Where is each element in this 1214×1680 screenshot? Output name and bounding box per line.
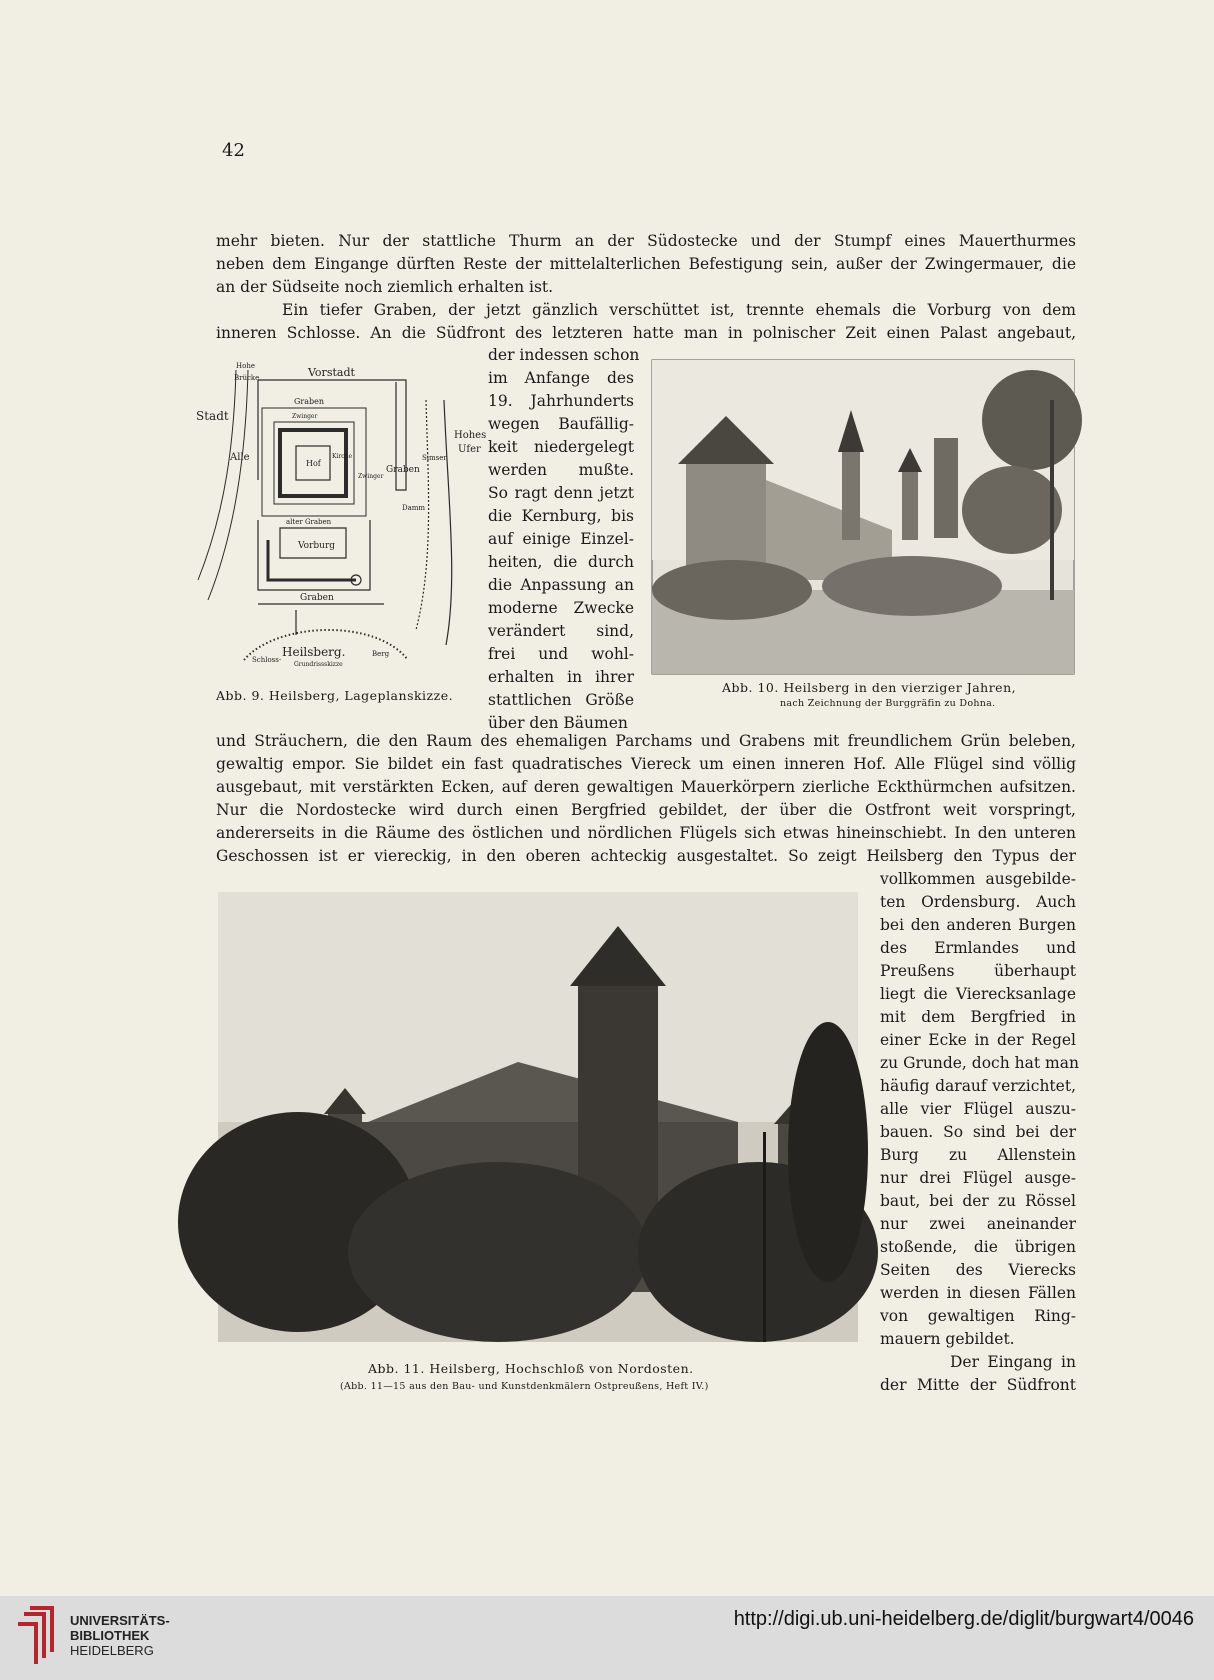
text-line: im Anfange des: [488, 369, 634, 387]
text-line: mit dem Bergfried in: [880, 1008, 1076, 1026]
plan-label: Graben: [300, 593, 334, 603]
figure-caption-source: nach Zeichnung der Burggräfin zu Dohna.: [780, 698, 996, 709]
library-logo-icon: [14, 1606, 60, 1666]
text-line: gewaltig empor. Sie bildet ein fast quadratisches Viereck um einen inneren Hof. Alle Flügel sind völlig: [216, 755, 1076, 773]
text-line: der Mitte der Südfront: [880, 1376, 1076, 1394]
text-line: Der Eingang in: [950, 1353, 1076, 1371]
text-line: mauern gebildet.: [880, 1330, 1015, 1348]
text-line: werden in diesen Fällen: [880, 1284, 1076, 1302]
plan-label: Simser: [422, 454, 447, 462]
text-line: über den Bäumen: [488, 714, 628, 732]
plan-label: Zwinger: [292, 413, 318, 420]
text-line: die Kernburg, bis: [488, 507, 634, 525]
text-line: einer Ecke in der Regel: [880, 1031, 1076, 1049]
plan-label: Alle: [230, 452, 250, 463]
text-line: zu Grunde, doch hat man: [880, 1054, 1079, 1072]
text-line: frei und wohl-: [488, 645, 634, 663]
text-line: auf einige Einzel-: [488, 530, 634, 548]
text-line: 19. Jahrhunderts: [488, 392, 634, 410]
text-line: verändert sind,: [488, 622, 634, 640]
plan-label: Zwinger: [358, 473, 384, 480]
plan-label: Hof: [306, 459, 321, 468]
plan-label: Stadt: [196, 409, 229, 423]
plan-label: Ufer: [458, 444, 481, 455]
text-line: ausgebaut, mit verstärkten Ecken, auf deren gewaltigen Mauerkörpern zierliche Eckthürmchen aufsitzen.: [216, 778, 1076, 796]
text-line: die Anpassung an: [488, 576, 634, 594]
text-line: und Sträuchern, die den Raum des ehemaligen Parchams und Grabens mit freundlichem Grün beleben,: [216, 732, 1076, 750]
text-line: heiten, die durch: [488, 553, 634, 571]
plan-label: Grundrissskizze: [294, 661, 343, 668]
text-line: stattlichen Größe: [488, 691, 634, 709]
text-line: stoßende, die übrigen: [880, 1238, 1076, 1256]
plan-label: Vorburg: [298, 541, 336, 551]
plan-label: Hohe: [236, 362, 255, 370]
figure-caption-source: (Abb. 11—15 aus den Bau- und Kunstdenkmälern Ostpreußens, Heft IV.): [340, 1381, 709, 1392]
text-line: Preußens überhaupt: [880, 962, 1076, 980]
text-line: Geschossen ist er viereckig, in den oberen achteckig ausgestaltet. So zeigt Heilsberg den Typus der: [216, 847, 1076, 865]
text-line: mehr bieten. Nur der stattliche Thurm an der Südostecke und der Stumpf eines Mauerthurmes: [216, 232, 1076, 250]
text-line: moderne Zwecke: [488, 599, 634, 617]
text-line: ten Ordensburg. Auch: [880, 893, 1076, 911]
plan-label: Damm: [402, 504, 426, 512]
text-line: alle vier Flügel auszu-: [880, 1100, 1076, 1118]
text-line: Seiten des Vierecks: [880, 1261, 1076, 1279]
text-line: erhalten in ihrer: [488, 668, 634, 686]
castle-photo-figure: [218, 892, 858, 1342]
figure-caption: Abb. 9. Heilsberg, Lageplanskizze.: [216, 688, 454, 703]
text-line: So ragt denn jetzt: [488, 484, 634, 502]
text-line: bauen. So sind bei der: [880, 1123, 1076, 1141]
text-line: Nur die Nordostecke wird durch einen Bergfried gebildet, der über die Ostfront weit vorspringt,: [216, 801, 1076, 819]
plan-label: Berg: [372, 650, 390, 658]
text-line: vollkommen ausgebilde-: [880, 870, 1076, 888]
text-line: der indessen schon: [488, 346, 640, 364]
text-line: Ein tiefer Graben, der jetzt gänzlich verschüttet ist, trennte ehemals die Vorburg von dem: [282, 301, 1076, 319]
plan-label: Kirche: [332, 453, 353, 460]
plan-label: Hohes: [454, 430, 487, 441]
text-line: liegt die Vierecksanlage: [880, 985, 1076, 1003]
text-line: baut, bei der zu Rössel: [880, 1192, 1076, 1210]
text-line: neben dem Eingange dürften Reste der mittelalterlichen Befestigung sein, außer der Zwingermauer, die: [216, 255, 1076, 273]
plan-label: Schloss-: [252, 656, 282, 664]
text-line: wegen Baufällig-: [488, 415, 634, 433]
text-line: häufig darauf verzichtet,: [880, 1077, 1076, 1095]
text-line: Burg zu Allenstein: [880, 1146, 1076, 1164]
figure-caption: Abb. 11. Heilsberg, Hochschloß von Nordosten.: [368, 1361, 694, 1376]
lithograph-figure: [652, 360, 1074, 674]
site-plan-figure: [196, 360, 487, 682]
plan-label: alter Graben: [286, 518, 332, 526]
plan-label: Graben: [386, 465, 420, 475]
text-line: keit niedergelegt: [488, 438, 634, 456]
figure-caption: Abb. 10. Heilsberg in den vierziger Jahren,: [722, 680, 1017, 695]
text-line: inneren Schlosse. An die Südfront des letzteren hatte man in polnischer Zeit einen Palast angebaut,: [216, 324, 1076, 342]
plan-label: Graben: [294, 397, 324, 406]
text-line: nur drei Flügel ausge-: [880, 1169, 1076, 1187]
plan-label: Heilsberg.: [282, 645, 346, 659]
text-line: von gewaltigen Ring-: [880, 1307, 1076, 1325]
text-line: des Ermlandes und: [880, 939, 1076, 957]
library-logo-text: UNIVERSITÄTS- BIBLIOTHEK HEIDELBERG: [70, 1613, 170, 1658]
plan-label: Brücke: [234, 374, 260, 382]
text-line: werden mußte.: [488, 461, 634, 479]
text-line: an der Südseite noch ziemlich erhalten ist.: [216, 278, 554, 296]
text-line: bei den anderen Burgen: [880, 916, 1076, 934]
text-line: nur zwei aneinander: [880, 1215, 1076, 1233]
page-number: 42: [222, 140, 245, 161]
source-url[interactable]: http://digi.ub.uni-heidelberg.de/diglit/burgwart4/0046: [733, 1608, 1194, 1630]
plan-label: Vorstadt: [308, 366, 355, 379]
text-line: andererseits in die Räume des östlichen und nördlichen Flügels sich etwas hineinschiebt. In den unteren: [216, 824, 1076, 842]
